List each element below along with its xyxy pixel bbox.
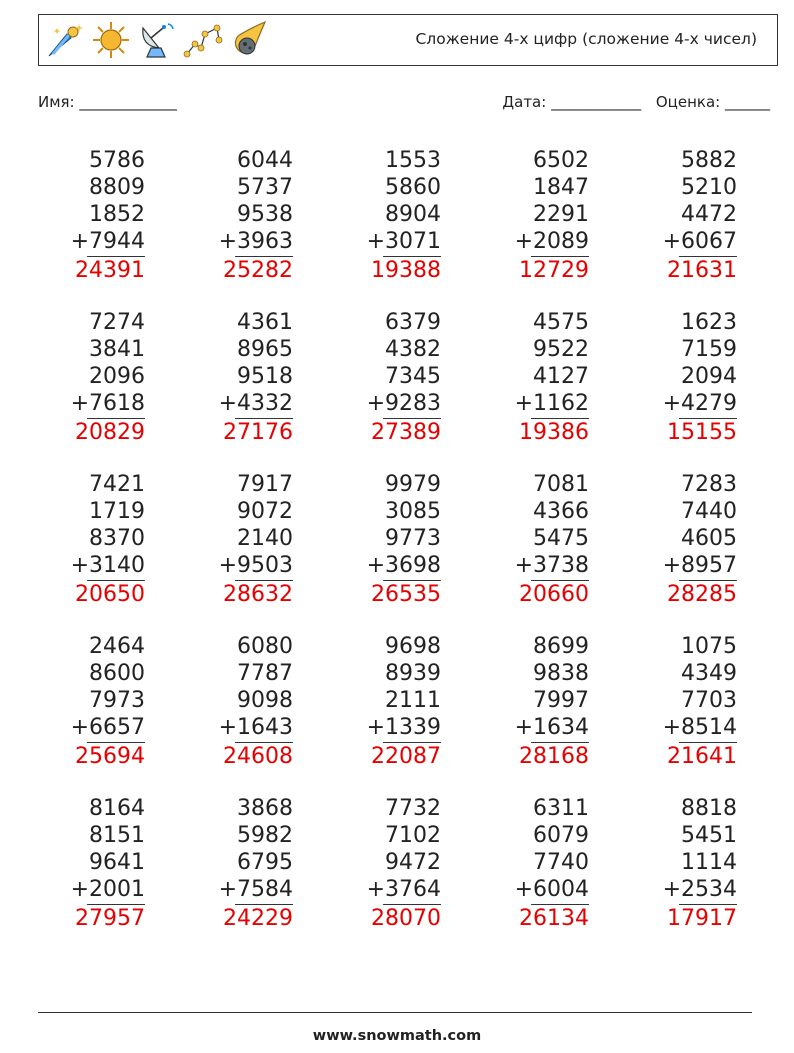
addend: 7917 [237, 472, 293, 497]
addend-with-plus: +3140 [70, 553, 145, 578]
addend: 6379 [385, 310, 441, 335]
addend: 8904 [385, 202, 441, 227]
addend: 7732 [385, 796, 441, 821]
addition-problem [627, 471, 737, 608]
addend: 4127 [533, 364, 589, 389]
answer: 24608 [223, 744, 293, 769]
addend: 7703 [681, 688, 737, 713]
answer: 26535 [371, 582, 441, 607]
addition-problem [183, 147, 293, 284]
addend: 8809 [89, 175, 145, 200]
addend: 2464 [89, 634, 145, 659]
answer: 19386 [519, 420, 589, 445]
addition-problem [183, 633, 293, 770]
addend-with-plus: +3963 [218, 229, 293, 254]
addend-with-plus: +1634 [514, 715, 589, 740]
addition-problem [331, 795, 441, 932]
addend: 6080 [237, 634, 293, 659]
addend: 9838 [533, 661, 589, 686]
answer: 27957 [75, 906, 145, 931]
addend: 2291 [533, 202, 589, 227]
addend: 9518 [237, 364, 293, 389]
addition-problem [35, 795, 145, 932]
answer: 27176 [223, 420, 293, 445]
addend-with-plus: +1162 [514, 391, 589, 416]
addend: 9072 [237, 499, 293, 524]
addend-with-plus: +7584 [218, 877, 293, 902]
addition-problem [35, 309, 145, 446]
addend-with-plus: +6004 [514, 877, 589, 902]
answer: 25282 [223, 258, 293, 283]
addend: 1114 [681, 850, 737, 875]
addend-with-plus: +4279 [662, 391, 737, 416]
answer: 22087 [371, 744, 441, 769]
addend-with-plus: +9503 [218, 553, 293, 578]
addend-with-plus: +2001 [70, 877, 145, 902]
addend: 3868 [237, 796, 293, 821]
addition-problem [627, 147, 737, 284]
addend-with-plus: +6067 [662, 229, 737, 254]
addend: 6795 [237, 850, 293, 875]
answer: 17917 [667, 906, 737, 931]
addend: 6044 [237, 148, 293, 173]
answer: 24229 [223, 906, 293, 931]
addend: 6311 [533, 796, 589, 821]
addend-with-plus: +3698 [366, 553, 441, 578]
answer: 25694 [75, 744, 145, 769]
addend-with-plus: +8514 [662, 715, 737, 740]
answer: 19388 [371, 258, 441, 283]
addend: 4575 [533, 310, 589, 335]
addend: 1847 [533, 175, 589, 200]
addition-problem [479, 309, 589, 446]
answer: 21631 [667, 258, 737, 283]
addend: 2094 [681, 364, 737, 389]
addition-problem [331, 309, 441, 446]
addition-problem [627, 309, 737, 446]
addend: 6079 [533, 823, 589, 848]
addend-with-plus: +4332 [218, 391, 293, 416]
addend: 5451 [681, 823, 737, 848]
addend-with-plus: +1339 [366, 715, 441, 740]
addend: 8818 [681, 796, 737, 821]
comet-icon [45, 20, 85, 60]
addend: 9522 [533, 337, 589, 362]
addend: 7973 [89, 688, 145, 713]
addition-problem [627, 633, 737, 770]
worksheet-title: Сложение 4-х цифр (сложение 4-х чисел) [415, 30, 757, 48]
addend: 7997 [533, 688, 589, 713]
addend: 1553 [385, 148, 441, 173]
addend: 5475 [533, 526, 589, 551]
meteor-icon [229, 20, 269, 60]
addend: 5786 [89, 148, 145, 173]
answer: 20829 [75, 420, 145, 445]
addend: 1719 [89, 499, 145, 524]
addend: 1852 [89, 202, 145, 227]
addend: 8370 [89, 526, 145, 551]
addition-problem [35, 471, 145, 608]
addend: 1075 [681, 634, 737, 659]
addend: 2111 [385, 688, 441, 713]
date-grade-fields [502, 93, 770, 111]
addend: 4349 [681, 661, 737, 686]
addend: 9538 [237, 202, 293, 227]
addition-problem [479, 633, 589, 770]
name-field-label: Имя: _____________ [38, 93, 177, 111]
addition-problem [35, 633, 145, 770]
addend: 4472 [681, 202, 737, 227]
addend: 4605 [681, 526, 737, 551]
addition-problem [479, 147, 589, 284]
addend: 6502 [533, 148, 589, 173]
addend-with-plus: +3738 [514, 553, 589, 578]
addend-with-plus: +7618 [70, 391, 145, 416]
satellite-dish-icon [137, 20, 177, 60]
sun-icon [91, 20, 131, 60]
addend: 7421 [89, 472, 145, 497]
addend: 4361 [237, 310, 293, 335]
addend: 1623 [681, 310, 737, 335]
answer: 28168 [519, 744, 589, 769]
addend: 8151 [89, 823, 145, 848]
addend-with-plus: +2534 [662, 877, 737, 902]
date-field-label: Дата: ____________ [502, 93, 642, 111]
addend: 7102 [385, 823, 441, 848]
addend-with-plus: +2089 [514, 229, 589, 254]
addend: 9979 [385, 472, 441, 497]
addend: 5210 [681, 175, 737, 200]
addend: 9641 [89, 850, 145, 875]
answer: 24391 [75, 258, 145, 283]
addend: 7345 [385, 364, 441, 389]
addend-with-plus: +1643 [218, 715, 293, 740]
addend: 2096 [89, 364, 145, 389]
footer-site: www.snowmath.com [312, 1028, 482, 1044]
footer-divider [38, 1012, 752, 1013]
addend: 9472 [385, 850, 441, 875]
answer: 27389 [371, 420, 441, 445]
addend: 5982 [237, 823, 293, 848]
addend: 8965 [237, 337, 293, 362]
grade-field-label: Оценка: ______ [655, 93, 770, 111]
answer: 20660 [519, 582, 589, 607]
addition-problem [479, 471, 589, 608]
answer: 12729 [519, 258, 589, 283]
addend: 7274 [89, 310, 145, 335]
addend: 5860 [385, 175, 441, 200]
answer: 26134 [519, 906, 589, 931]
icon-strip [45, 20, 269, 60]
addend: 7159 [681, 337, 737, 362]
addend: 8164 [89, 796, 145, 821]
addend: 5737 [237, 175, 293, 200]
addition-problem [183, 309, 293, 446]
addend: 8939 [385, 661, 441, 686]
answer: 21641 [667, 744, 737, 769]
answer: 28285 [667, 582, 737, 607]
addend-with-plus: +3071 [366, 229, 441, 254]
addend: 7740 [533, 850, 589, 875]
addition-problem [35, 147, 145, 284]
addend: 5882 [681, 148, 737, 173]
addend: 9773 [385, 526, 441, 551]
addend: 4382 [385, 337, 441, 362]
addend-with-plus: +6657 [70, 715, 145, 740]
addend: 8600 [89, 661, 145, 686]
answer: 28070 [371, 906, 441, 931]
constellation-icon [183, 20, 223, 60]
header-box [38, 14, 778, 66]
addend: 7440 [681, 499, 737, 524]
answer: 20650 [75, 582, 145, 607]
addend: 7787 [237, 661, 293, 686]
addend: 7283 [681, 472, 737, 497]
answer: 15155 [667, 420, 737, 445]
addend: 9698 [385, 634, 441, 659]
addend-with-plus: +9283 [366, 391, 441, 416]
addend-with-plus: +7944 [70, 229, 145, 254]
addition-problem [331, 147, 441, 284]
addend: 2140 [237, 526, 293, 551]
addend: 4366 [533, 499, 589, 524]
addition-problem [183, 795, 293, 932]
addition-problem [331, 633, 441, 770]
addend: 9098 [237, 688, 293, 713]
addend-with-plus: +3764 [366, 877, 441, 902]
addend: 3841 [89, 337, 145, 362]
addition-problem [183, 471, 293, 608]
answer: 28632 [223, 582, 293, 607]
addition-problem [627, 795, 737, 932]
addition-problem [331, 471, 441, 608]
addend-with-plus: +8957 [662, 553, 737, 578]
addition-problem [479, 795, 589, 932]
addend: 8699 [533, 634, 589, 659]
addend: 7081 [533, 472, 589, 497]
addend: 3085 [385, 499, 441, 524]
